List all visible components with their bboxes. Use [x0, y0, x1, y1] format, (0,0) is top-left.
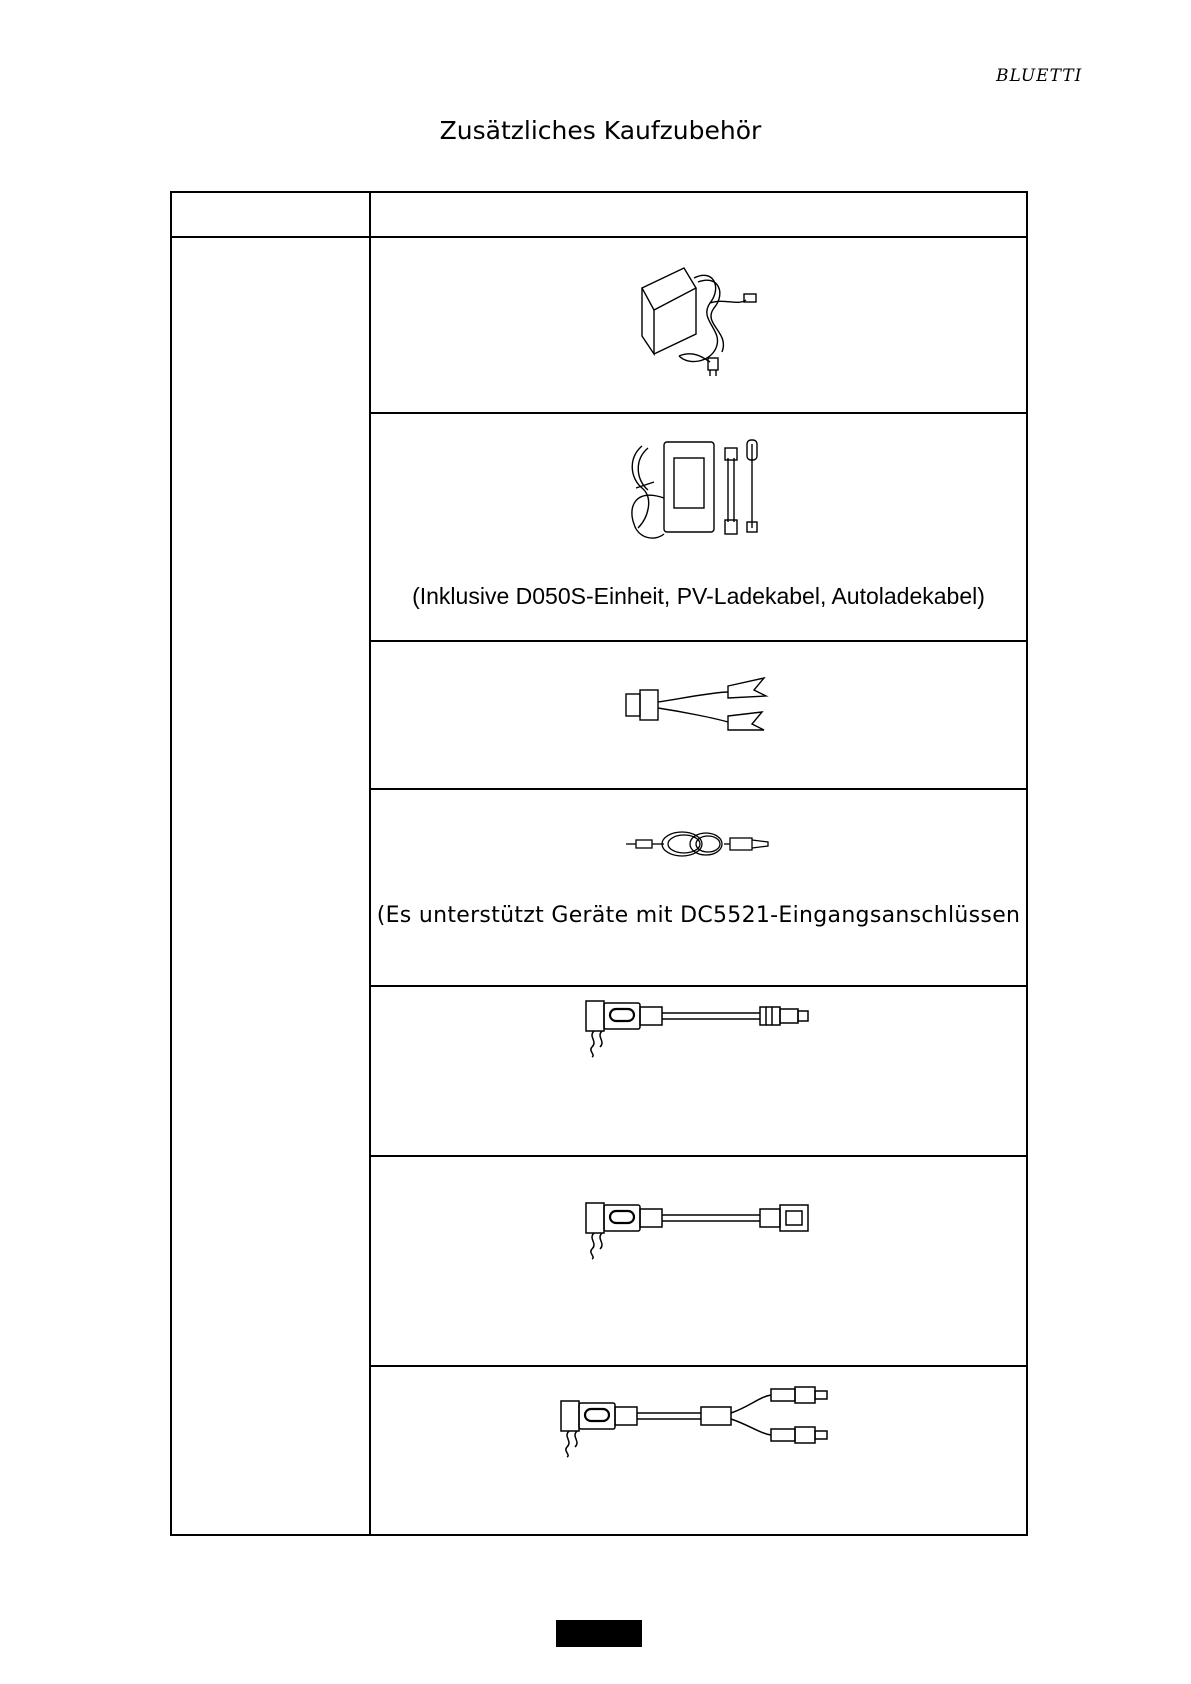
table-row — [371, 1157, 1026, 1365]
anderson-cable-icon — [584, 1199, 814, 1259]
table-row — [371, 790, 1026, 985]
dc5521-cable-icon — [584, 997, 814, 1057]
car-charging-cable-icon — [624, 824, 774, 864]
mc4-y-cable-icon — [559, 1387, 839, 1459]
table-row — [371, 642, 1026, 788]
table-row — [371, 1367, 1026, 1534]
accessory-caption: (Inklusive D050S-Einheit, PV-Ladekabel, Autoladekabel) — [412, 583, 985, 609]
table-row — [371, 987, 1026, 1155]
accessory-caption: (Es unterstützt Geräte mit DC5521-Eingangsanschlüssen — [376, 903, 1021, 928]
table-row — [371, 238, 1026, 412]
ac-adapter-icon — [634, 258, 764, 373]
accessory-table — [170, 191, 1028, 1536]
brand-logo: BLUETTI — [996, 66, 1083, 86]
battery-clamp-cable-icon — [624, 672, 774, 738]
page-number-marker — [556, 1620, 642, 1647]
page-title: Zusätzliches Kaufzubehör — [439, 116, 762, 145]
table-row — [371, 414, 1026, 640]
d050s-unit-icon — [624, 438, 774, 548]
